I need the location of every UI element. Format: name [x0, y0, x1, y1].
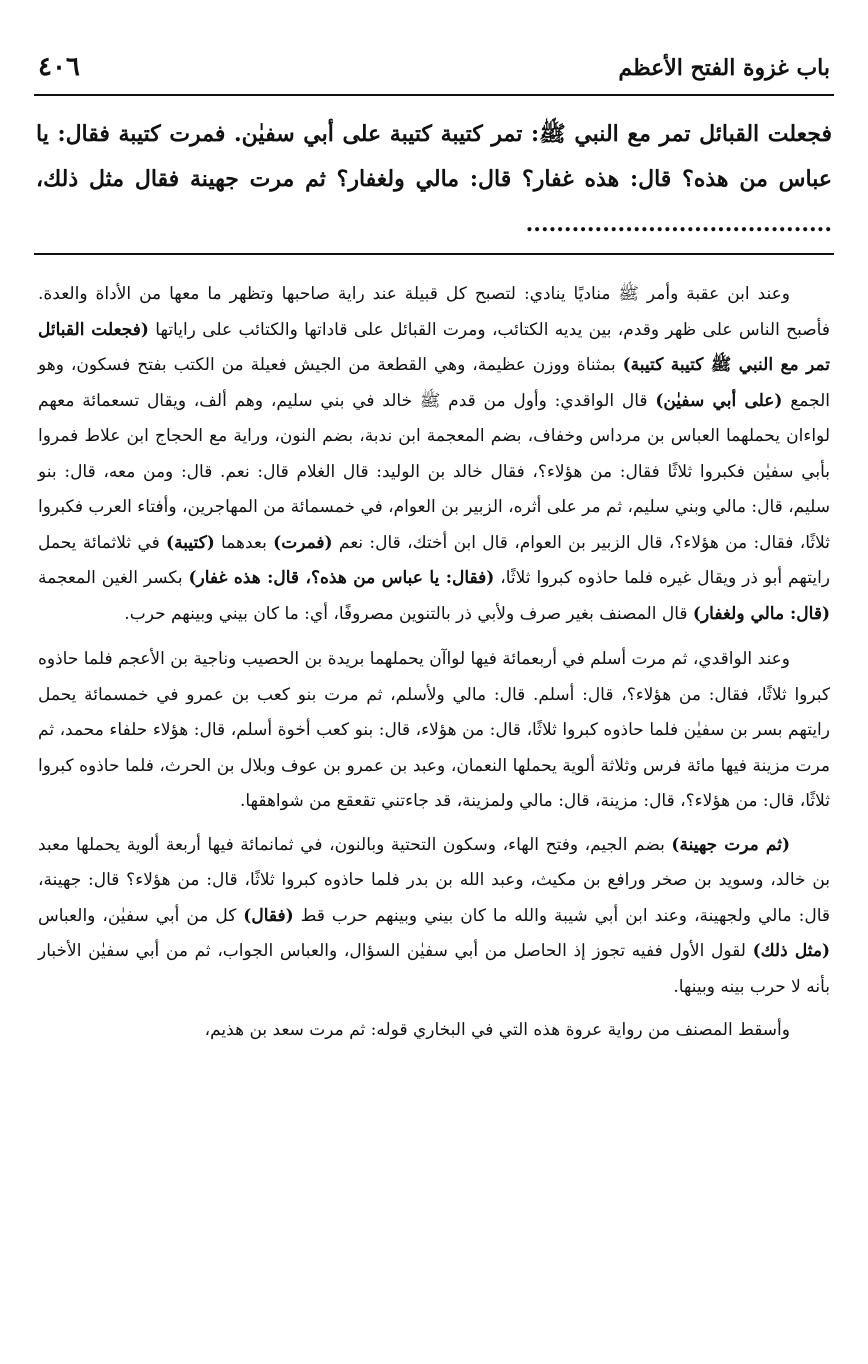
quoted-phrase: (فقال: يا عباس من هذه؟، قال: هذه غفار) [188, 568, 495, 588]
text-segment: لقول الأول ففيه تجوز إذ الحاصل من أبي سفيٰن السؤال، والعباس الجواب، ثم من أبي سفيٰن الأخبار بأنه لا حرب بينه وبينها. [38, 941, 830, 997]
quoted-phrase: (على أبي سفيٰن) [655, 390, 783, 411]
quoted-phrase: (مثل ذلك) [752, 941, 830, 961]
commentary-paragraph-1 [38, 277, 830, 632]
text-segment: في ثلاثمائة يحمل رايتهم أبو ذر ويقال غيره فلما حاذوه كبروا ثلاثًا، [38, 532, 831, 588]
commentary-paragraph-4: وأسقط المصنف من رواية عروة هذه التي في البخاري قوله: ثم مرت سعد بن هذيم، [204, 1020, 790, 1040]
text-segment: بكسر الغين المعجمة [38, 568, 189, 588]
text-segment: كل من أبي سفيٰن، والعباس [38, 905, 244, 926]
text-segment: قال المصنف بغير صرف ولأبي ذر بالتنوين مصروفًا، أي: ما كان بيني وبينهم حرب. [124, 603, 693, 624]
quoted-phrase: (ثم مرت جهينة) [671, 834, 790, 855]
text-segment: بضم الجيم، وفتح الهاء، وسكون التحتية وبالنون، في ثمانمائة فيها أربعة ألوية يحملها معبد بن خالد، وسويد بن صخر ورافع بن مكيث، وعبد الله بن بدر فلما حاذوه كبروا ثلاثًا، قال: من هؤلاء؟ قال: جهينة، قال: مالي ولجهينة، وعند ابن أبي شيبة والله ما كان بيني وبينهم حرب قط [38, 834, 830, 926]
text-segment: بمثناة ووزن عظيمة، وهي القطعة من الجيش فعيلة من الكتب بفتح فسكون، وهو الجمع [38, 355, 830, 411]
commentary [34, 277, 834, 1049]
hadith-body: فجعلت القبائل تمر مع النبي ﷺ: تمر كتيبة كتيبة على أبي سفيٰن. فمرت كتيبة فقال: يا عباس من هذه؟ قال: هذه غفار؟ قال: مالي ولغفار؟ ثم مرت جهينة فقال مثل ذلك، [36, 121, 832, 192]
commentary-paragraph-2: وعند الواقدي، ثم مرت أسلم في أربعمائة فيها لواآن يحملهما بريدة بن الحصيب وناجية بن الأعجم فلما حاذوه كبروا ثلاثًا، فقال: من هؤلاء؟، قال: أسلم. قال: مالي ولأسلم، ثم مرت بنو كعب بن عمرو في خمسمائة يحمل رايتهم بسر بن سفيٰن فلما حاذوه كبروا ثلاثًا، قال: من هؤلاء، قال: بنو كعب أخوة أسلم، قال: هؤلاء حلفاء محمد، ثم مرت مزينة فيها مائة فرس وثلاثة ألوية يحملها النعمان، وعبد بن عمرو بن عوف وبلال بن الحرث، فلما حاذوه كبروا ثلاثًا، قال: من هؤلاء؟، قال: مزينة، قال: مالي ولمزينة، قد جاءتني تقعقع من شواهقها. [38, 649, 830, 811]
page-number: ٤٠٦ [38, 52, 80, 82]
running-header [34, 52, 834, 96]
quoted-phrase: (فمرت) [273, 532, 333, 553]
quoted-phrase: (قال: مالي ولغفار) [692, 603, 830, 624]
quoted-phrase: (فجعلت القبائل تمر مع النبي ﷺ كتيبة كتيبة) [38, 319, 831, 375]
continuation-dots: ........................................ [525, 211, 832, 237]
text-segment: بعدهما [214, 532, 274, 553]
chapter-title: باب غزوة الفتح الأعظم [618, 55, 830, 81]
text-segment: وعند ابن عقبة وأمر ﷺ مناديًا ينادي: لتصبح كل قبيلة عند راية صاحبها وتظهر ما معها من الأداة والعدة. فأصبح الناس على ظهر وقدم، بين يديه الكتائب، ومرت القبائل على قاداتها والكتائب على راياتها [38, 284, 830, 340]
text-segment: قال الواقدي: وأول من قدم ﷺ خالد في بني سليم، وهم ألف، ويقال تسعمائة معهم لواءان يحملهما العباس بن مرداس وخفاف، بضم المعجمة ابن ندبة، بضم النون، وراية مع الحجاج ابن علاط فمروا بأبي سفيٰن فكبروا ثلاثًا فقال: من هؤلاء؟، فقال خالد بن الوليد: قال الغلام قال: نعم. قال: ومن معه، قال: بنو سليم، قال: مالي وبني سليم، ثم مر على أثره، الزبير بن العوام، في خمسمائة من المهاجرين، وأفتاء العرب فكبروا ثلاثًا، فقال: من هؤلاء؟، قال الزبير بن العوام، قال ابن أختك، قال: نعم [38, 390, 831, 553]
separator-rule [34, 253, 834, 255]
hadith-text [34, 112, 834, 247]
quoted-phrase: (فقال) [243, 905, 294, 926]
quoted-phrase: (كتيبة) [166, 532, 215, 553]
commentary-paragraph-3 [38, 828, 830, 1006]
